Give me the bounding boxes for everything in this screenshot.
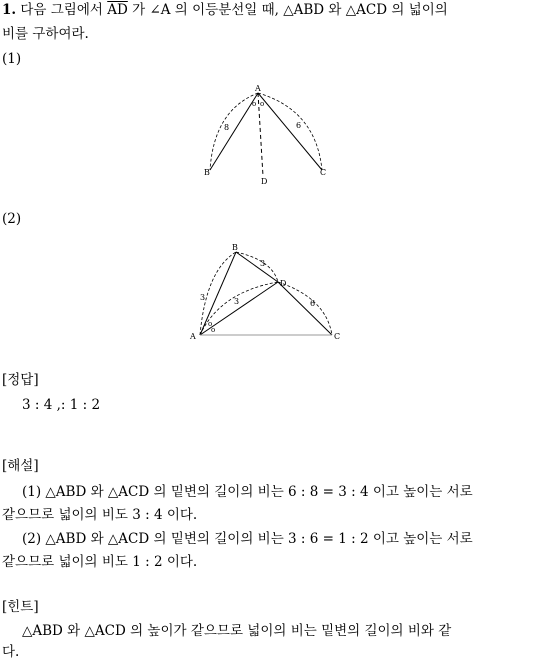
part-1-label: (1) [2,51,22,67]
length-ab: 8 [224,123,230,132]
vertex-b: B [204,168,210,177]
vertex-c: C [334,332,341,341]
problem-text-post: 가 ∠A 의 이등분선일 때, △ABD 와 △ACD 의 넓이의 [132,2,448,18]
problem-text-pre: 다음 그림에서 [20,2,103,18]
figure-1 [200,80,340,190]
length-ac: 6 [296,121,302,130]
vertex-a: A [190,332,196,341]
hint-header: [힌트] [2,599,39,615]
angle-mark-2: o [211,326,216,334]
explanation-line-1: (1) △ABD 와 △ACD 의 밑변의 길이의 비는 6 : 8 = 3 : 4 이고 높이는 서로 [22,484,473,500]
figure-1-shapes [210,93,322,176]
length-ab: 3 [200,293,206,302]
length-bd: 3 [260,259,266,268]
angle-mark-1: o [208,320,213,328]
side-ac [258,93,322,170]
vertex-c: C [320,168,327,177]
angle-mark-2: o [260,100,265,108]
part-2-label: (2) [2,211,22,227]
answer-header: [정답] [2,372,39,388]
angle-mark-1: o [252,100,257,108]
hint-line-2: 다. [2,644,20,660]
side-bd [236,252,278,282]
explanation-line-3: (2) △ABD 와 △ACD 의 밑변의 길이의 비는 3 : 6 = 1 : 2 이고 높이는 서로 [22,531,473,547]
vertex-d: D [280,279,287,288]
segment-label: $\overline{AD}$ [107,2,128,18]
explanation-line-2: 같으므로 넓이의 비도 3 : 4 이다. [2,507,198,523]
figure-2 [186,240,346,350]
vertex-b: B [232,243,238,252]
hint-line-1: △ABD 와 △ACD 의 높이가 같으므로 넓이의 비는 밑변의 길이의 비와 같 [22,623,452,639]
explanation-line-4: 같으므로 넓이의 비도 1 : 2 이다. [2,554,198,570]
length-ad: 3 [234,297,240,306]
problem-line-2: 비를 구하여라. [2,26,89,42]
side-ab [210,93,258,170]
figure-2-shapes [200,252,332,335]
problem-number: 1. [2,2,17,18]
side-dc [278,282,332,335]
explanation-header: [해설] [2,458,39,474]
answer-text: 3 : 4 ,: 1 : 2 [22,397,101,413]
length-dc: 6 [310,299,316,308]
problem-line-1 [2,1,448,19]
vertex-a: A [255,84,261,93]
vertex-d: D [261,177,268,186]
